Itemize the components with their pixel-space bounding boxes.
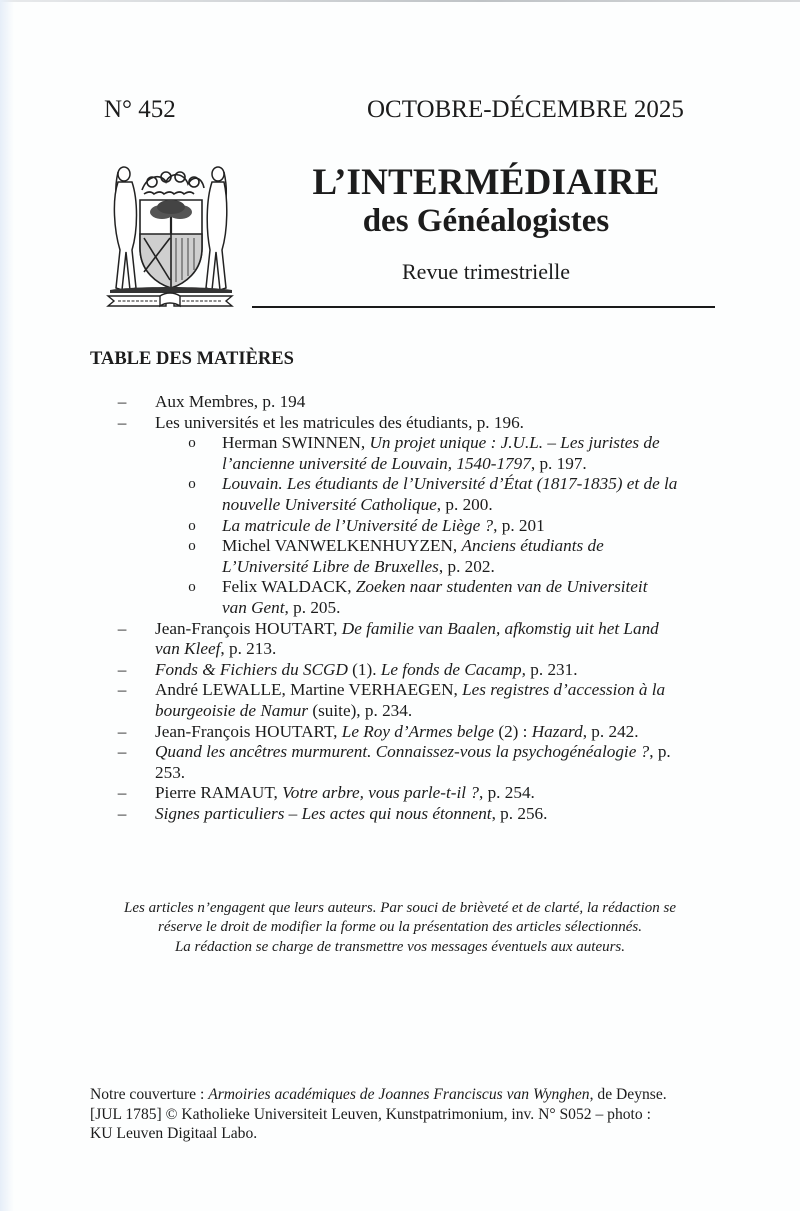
- toc-text: , p. 201: [493, 515, 545, 535]
- toc-subentry: [0, 516, 800, 537]
- toc-entry-line: [155, 680, 715, 701]
- toc-title-italic: Le fonds de Cacamp,: [380, 659, 526, 679]
- toc-entry-line: [155, 742, 715, 763]
- monogram-garland: [142, 172, 204, 194]
- toc-text: (1).: [347, 659, 381, 679]
- dash-bullet-icon: –: [117, 803, 127, 823]
- toc-entry-line: [222, 516, 722, 537]
- table-of-contents: [0, 392, 800, 824]
- toc-entry-text: [155, 783, 715, 804]
- toc-entry: [0, 783, 800, 804]
- toc-title-italic: van Kleef: [155, 639, 221, 659]
- circle-bullet-icon: o: [188, 517, 196, 534]
- dash-bullet-icon: –: [117, 618, 127, 638]
- toc-entry-line: [222, 536, 722, 557]
- credits-artwork-title: Armoiries académiques de Joannes Franciscus van Wynghen: [208, 1086, 590, 1103]
- toc-entry: [0, 392, 800, 413]
- toc-entry-line: [222, 557, 722, 578]
- toc-title-italic: Anciens étudiants de: [461, 536, 604, 556]
- toc-entry-line: [222, 433, 722, 454]
- toc-entry-line: [155, 413, 715, 434]
- toc-subentry: [0, 577, 800, 618]
- motto-ribbon: [108, 293, 232, 306]
- toc-entry-line: [222, 577, 722, 598]
- toc-entry-line: [155, 660, 715, 681]
- title-divider: [252, 306, 715, 308]
- toc-text: Aux Membres, p. 194: [155, 392, 306, 411]
- toc-title-italic: Les registres d’accession à la: [462, 680, 666, 700]
- toc-title-italic: Zoeken naar studenten van de Universiteit: [355, 577, 648, 597]
- toc-heading: TABLE DES MATIÈRES: [90, 349, 294, 369]
- toc-entry-line: [155, 783, 715, 804]
- dash-bullet-icon: –: [117, 742, 127, 762]
- dash-bullet-icon: –: [117, 392, 127, 411]
- page-edge: [0, 0, 800, 2]
- toc-text: , p. 205.: [284, 597, 341, 617]
- toc-entry: [0, 804, 800, 825]
- toc-text: , p. 197.: [530, 453, 587, 473]
- toc-text: , p. 202.: [438, 556, 495, 576]
- toc-title-italic: Fonds & Fichiers du SCGD: [155, 659, 348, 679]
- toc-entry-line: [155, 701, 715, 722]
- dash-bullet-icon: –: [117, 783, 127, 803]
- toc-entry-text: [222, 536, 722, 577]
- ground: [110, 287, 232, 293]
- toc-entry-line: [222, 598, 722, 619]
- toc-title-italic: bourgeoisie de Namur: [155, 700, 309, 720]
- issue-number: N° 452: [104, 96, 176, 123]
- disclaimer-line: Les articles n’engagent que leurs auteurs. Par souci de brièveté et de clarté, la rédaction se: [124, 900, 676, 916]
- toc-text: p. 231.: [525, 659, 578, 679]
- toc-entry-line: [155, 804, 715, 825]
- toc-entry: [0, 413, 800, 434]
- dash-bullet-icon: –: [117, 721, 127, 741]
- coat-of-arms-icon: [104, 160, 236, 310]
- toc-text: , p. 200.: [436, 494, 493, 514]
- toc-title-italic: Un projet unique : J.U.L. – Les juristes de: [369, 433, 660, 453]
- toc-subentry: [0, 474, 800, 515]
- toc-title-italic: Le Roy d’Armes belge: [341, 721, 495, 741]
- coat-of-arms-drawing: [104, 160, 236, 310]
- disclaimer-line: réserve le droit de modifier la forme ou la présentation des articles sélectionnés.: [158, 919, 642, 936]
- toc-text: , p. 256.: [491, 803, 548, 823]
- toc-entry-text: [155, 680, 715, 721]
- toc-entry-text: [155, 619, 715, 660]
- toc-entry-line: [155, 392, 715, 413]
- cover-credits: [90, 1085, 667, 1144]
- toc-title-italic: La matricule de l’Université de Liège ?: [222, 515, 494, 535]
- toc-entry: [0, 660, 800, 681]
- issue-date: OCTOBRE-DÉCEMBRE 2025: [367, 96, 684, 123]
- toc-text: Les universités et les matricules des étudiants, p. 196.: [155, 412, 524, 432]
- toc-entry-line: [155, 722, 715, 743]
- journal-subtitle: des Généalogistes: [362, 203, 610, 239]
- toc-entry: [0, 619, 800, 660]
- toc-title-italic: Louvain. Les étudiants de l’Université d’État (1817-1835) et de la: [222, 474, 678, 494]
- toc-text: Felix WALDACK,: [222, 577, 356, 597]
- credits-line: [90, 1085, 667, 1105]
- toc-entry-text: [155, 413, 715, 434]
- toc-text: , p. 242.: [582, 721, 639, 741]
- toc-entry-line: [222, 454, 722, 475]
- toc-entry: [0, 722, 800, 743]
- toc-entry-text: [155, 804, 715, 825]
- toc-text: Herman SWINNEN,: [222, 433, 370, 453]
- toc-text: Pierre RAMAUT,: [155, 783, 283, 803]
- credits-line: KU Leuven Digitaal Labo.: [90, 1125, 258, 1143]
- toc-entry-line: [155, 639, 715, 660]
- toc-entry-line: [155, 763, 715, 784]
- toc-entry-text: [155, 742, 715, 783]
- circle-bullet-icon: o: [188, 579, 196, 596]
- editorial-disclaimer: [80, 899, 720, 957]
- dash-bullet-icon: –: [117, 680, 127, 700]
- toc-text: (2) :: [494, 721, 532, 741]
- toc-subentry: [0, 433, 800, 474]
- toc-text: Jean-François HOUTART,: [155, 721, 342, 741]
- circle-bullet-icon: o: [188, 538, 196, 555]
- toc-entry-text: [222, 516, 722, 537]
- toc-text: Jean-François HOUTART,: [155, 618, 342, 638]
- toc-entry: [0, 742, 800, 783]
- toc-subentry: [0, 536, 800, 577]
- toc-text: , p.: [649, 742, 671, 762]
- toc-text: Michel VANWELKENHUYZEN,: [222, 536, 462, 556]
- toc-entry: [0, 680, 800, 721]
- toc-title-italic: Quand les ancêtres murmurent. Connaissez-vous la psychogénéalogie ?: [155, 742, 650, 762]
- toc-title-italic: De familie van Baalen, afkomstig uit het Land: [341, 618, 659, 638]
- toc-title-italic: Votre arbre, vous parle-t-il ?: [282, 783, 479, 803]
- toc-entry-line: [222, 495, 722, 516]
- toc-title-italic: nouvelle Université Catholique: [222, 494, 437, 514]
- credits-prefix: Notre couverture :: [90, 1086, 209, 1103]
- toc-entry-text: [155, 660, 715, 681]
- toc-text: , p. 254.: [478, 783, 535, 803]
- journal-tagline: Revue trimestrielle: [402, 259, 570, 284]
- shield: [140, 200, 202, 288]
- dash-bullet-icon: –: [117, 659, 127, 679]
- disclaimer-line: La rédaction se charge de transmettre vos messages éventuels aux auteurs.: [174, 938, 626, 955]
- toc-text: 253.: [155, 762, 186, 782]
- circle-bullet-icon: o: [188, 435, 196, 452]
- toc-entry-text: [155, 392, 715, 413]
- toc-entry-line: [155, 619, 715, 640]
- toc-entry-text: [222, 474, 722, 515]
- journal-title: L’INTERMÉDIAIRE: [312, 162, 660, 203]
- toc-title-italic: L’Université Libre de Bruxelles: [222, 556, 439, 576]
- dash-bullet-icon: –: [117, 412, 127, 432]
- credits-line: [JUL 1785] © Katholieke Universiteit Leuven, Kunstpatrimonium, inv. N° S052 – photo :: [90, 1105, 651, 1123]
- toc-title-italic: van Gent: [222, 597, 285, 617]
- toc-title-italic: Signes particuliers – Les actes qui nous étonnent: [155, 803, 492, 823]
- toc-entry-text: [155, 722, 715, 743]
- toc-title-italic: l’ancienne université de Louvain, 1540-1797: [222, 453, 531, 473]
- toc-entry-text: [222, 577, 722, 618]
- toc-text: André LEWALLE, Martine VERHAEGEN,: [155, 680, 463, 700]
- credits-suffix: , de Deynse.: [589, 1086, 667, 1103]
- toc-text: (suite), p. 234.: [308, 700, 413, 720]
- toc-entry-text: [222, 433, 722, 474]
- toc-title-italic: Hazard: [531, 721, 583, 741]
- toc-entry-line: [222, 474, 722, 495]
- circle-bullet-icon: o: [188, 476, 196, 493]
- toc-text: , p. 213.: [220, 639, 277, 659]
